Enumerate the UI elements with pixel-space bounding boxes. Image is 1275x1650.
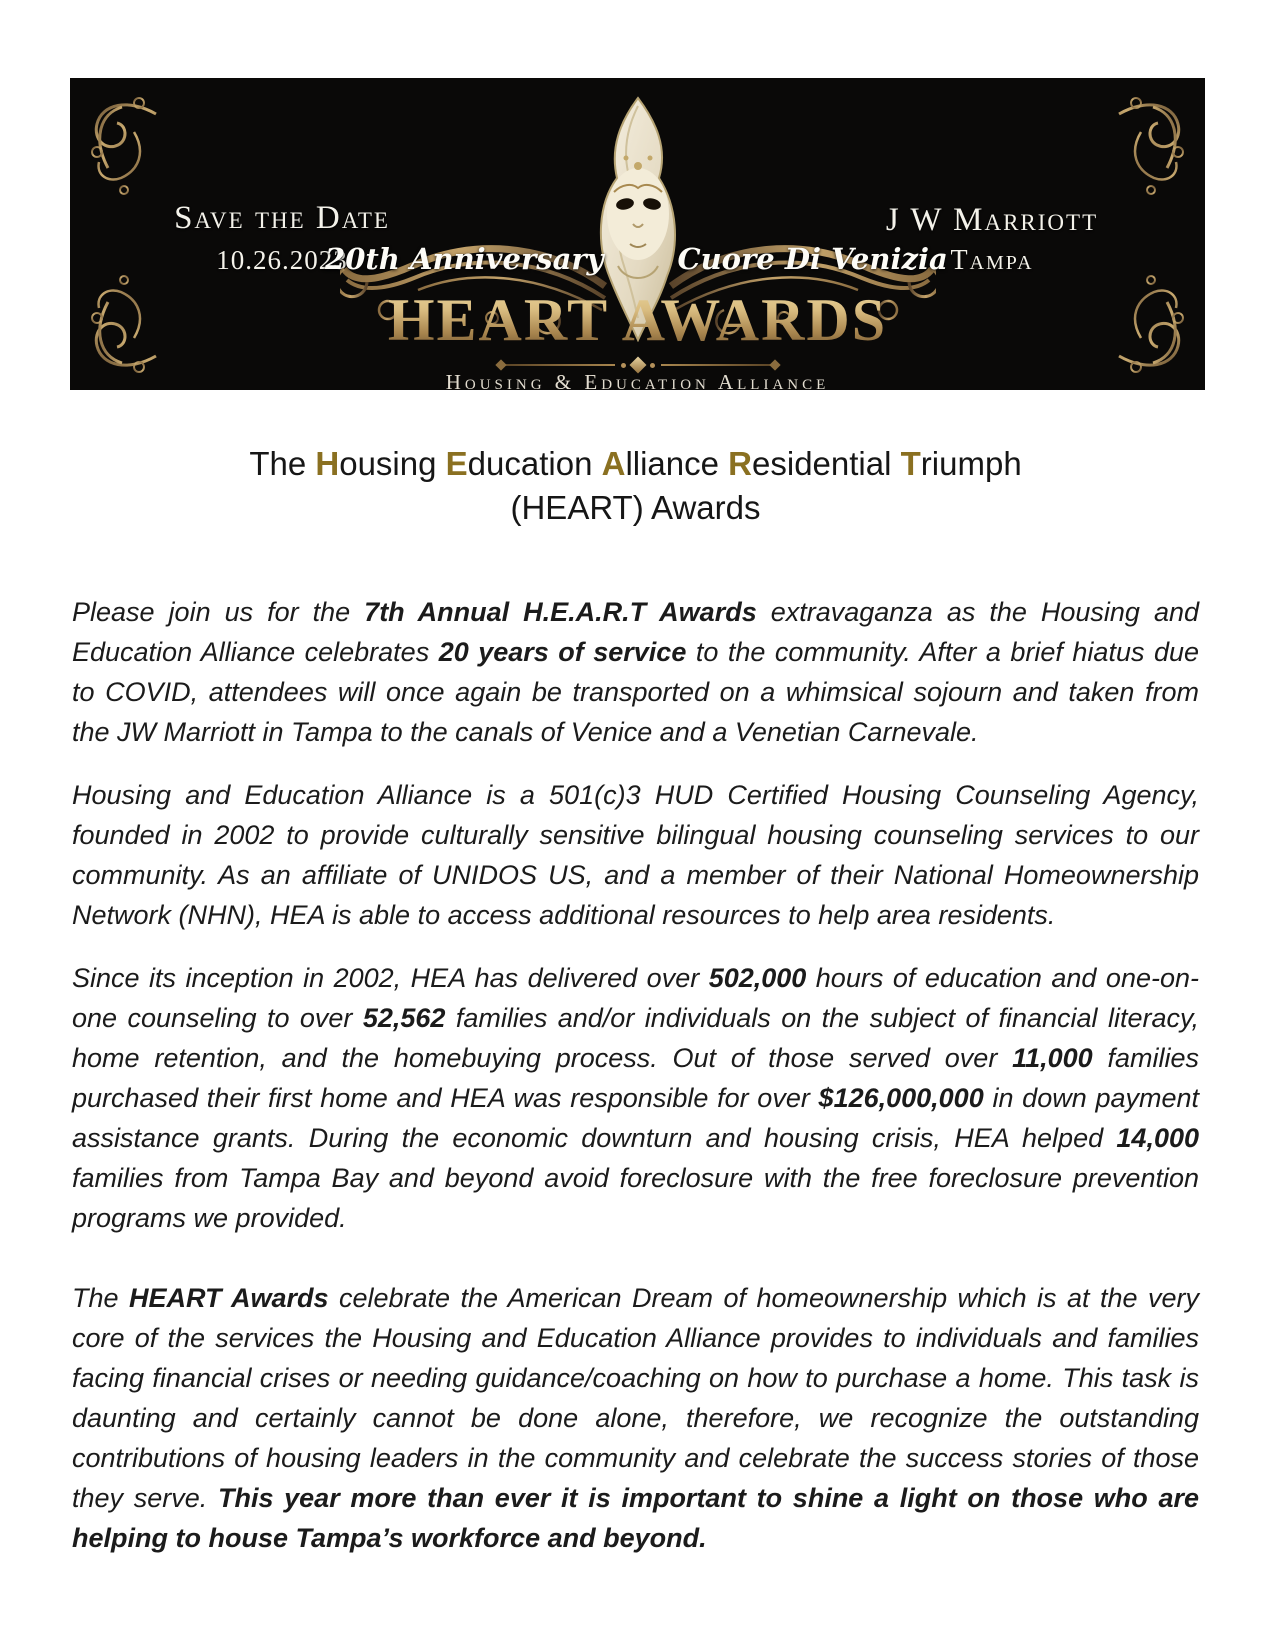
venue-city: Tampa	[950, 245, 1034, 276]
divider-dot-icon	[621, 363, 626, 368]
paragraph-heart-awards: The HEART Awards celebrate the American Dream of homeownership which is at the very core of the services the Housing and Education Alliance provides to individuals and families facing financial crises or needing guidance/coaching on how to purchase a home. This task is daunting and certainly cannot be done alone, therefore, we recognize the outstanding contributions of housing leaders in the community and celebrate the success stories of those they serve. This year more than ever it is important to shine a light on those who are helping to house Tampa’s workforce and beyond.	[72, 1283, 1200, 1553]
divider-line	[661, 364, 771, 366]
organization-label: Housing & Education Alliance	[445, 370, 830, 390]
heart-awards-title: HEART AWARDS	[70, 286, 1205, 355]
event-banner	[70, 78, 1205, 390]
divider-line	[505, 364, 615, 366]
event-date: 10.26.2023	[216, 245, 348, 275]
paragraph-statistics: Since its inception in 2002, HEA has delivered over 502,000 hours of education and one-on-one counseling to over 52,562 families and/or individuals on the subject of financial literacy, home retention, and the homebuying process. Out of those served over 11,000 families purchased their first home and HEA was responsible for over $126,000,000 in down payment assistance grants. During the economic downturn and housing crisis, HEA helped 14,000 families from Tampa Bay and beyond avoid foreclosure with the free foreclosure prevention programs we provided.	[72, 963, 1199, 1233]
anniversary-label: 20th Anniversary	[325, 242, 604, 276]
document-title-line2: (HEART) Awards	[510, 489, 761, 526]
divider-dot-icon	[650, 363, 655, 368]
divider-tip-icon	[495, 359, 506, 370]
document-title-line1: The Housing Education Alliance Residential Triumph	[249, 445, 1022, 482]
document-title	[72, 442, 1199, 530]
paragraph-agency: Housing and Education Alliance is a 501(c)3 HUD Certified Housing Counseling Agency, founded in 2002 to provide culturally sensitive bilingual housing counseling services to our community. As an affiliate of UNIDOS US, and a member of their National Homeownership Network (NHN), HEA is able to access additional resources to help area residents.	[72, 780, 1199, 930]
paragraph-intro: Please join us for the 7th Annual H.E.A.R.T Awards extravaganza as the Housing and Education Alliance celebrates 20 years of service to the community. After a brief hiatus due to COVID, attendees will once again be transported on a whimsical sojourn and taken from the JW Marriott in Tampa to the canals of Venice and a Venetian Carnevale.	[72, 597, 1200, 747]
save-the-date-label: Save the Date	[174, 200, 390, 236]
venue-name: J W Marriott	[885, 202, 1099, 238]
divider-tip-icon	[769, 359, 780, 370]
document-body	[72, 592, 1199, 1558]
cuore-di-venizia-label: Cuore Di Venizia	[677, 242, 948, 276]
